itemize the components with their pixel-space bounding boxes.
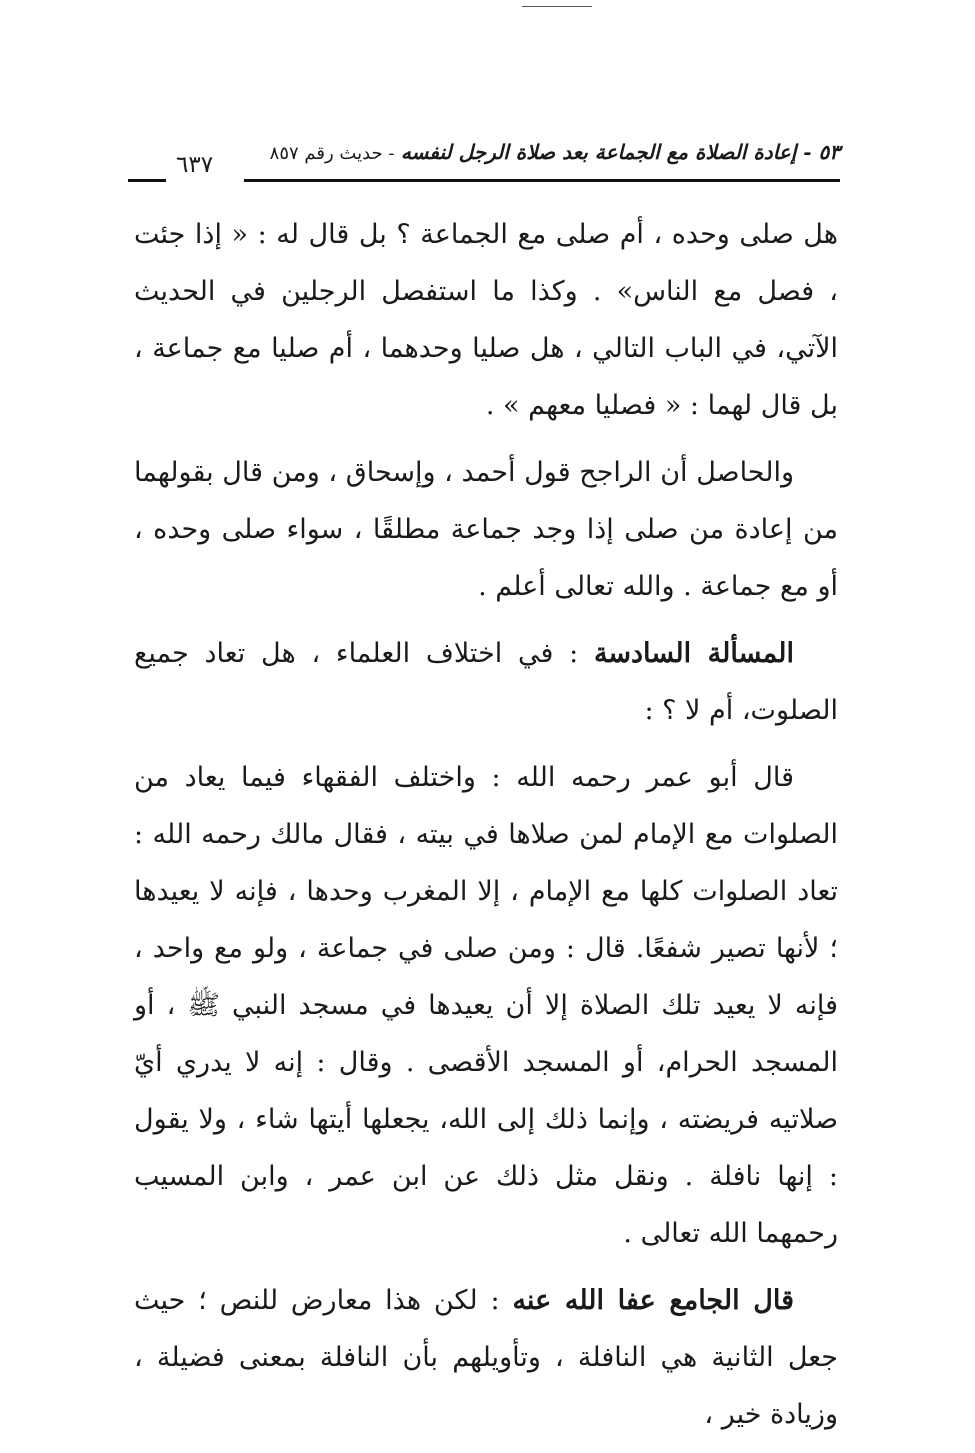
top-rule xyxy=(522,6,592,7)
paragraph-5 xyxy=(134,1272,838,1443)
page-number: ٦٣٧ xyxy=(176,152,214,178)
paragraph-3 xyxy=(134,625,838,739)
header-rule xyxy=(244,179,840,182)
chapter-title-hadith: - حديث رقم ٨٥٧ xyxy=(269,143,395,164)
chapter-title xyxy=(270,140,840,164)
paragraph-text: هل صلى وحده ، أم صلى مع الجماعة ؟ بل قال له : « إذا جئت ، فصل مع الناس» . وكذا ما استفصل الرجلين في الحديث الآتي، في الباب التالي ، هل صليا وحدهما ، أم صليا مع جماعة ، بل قال لهما : « فصليا معهم » . xyxy=(134,219,838,421)
paragraph-4 xyxy=(134,749,838,1262)
running-header xyxy=(128,138,840,184)
compiler-note-lead: قال الجامع عفا الله عنه xyxy=(512,1285,795,1316)
paragraph-2 xyxy=(134,444,838,615)
paragraph-text: : في اختلاف العلماء ، هل تعاد جميع الصلوت، أم لا ؟ : xyxy=(134,638,838,726)
paragraph-text: والحاصل أن الراجح قول أحمد ، وإسحاق ، ومن قال بقولهما من إعادة من صلى إذا وجد جماعة مطلقًا ، سواء صلى وحده ، أو مع جماعة . والله تعالى أعلم . xyxy=(134,457,838,602)
chapter-title-main: ٥٣ - إعادة الصلاة مع الجماعة بعد صلاة الرجل لنفسه xyxy=(400,140,840,164)
paragraph-text: : لكن هذا معارض للنص ؛ حيث جعل الثانية هي النافلة ، وتأويلهم بأن النافلة بمعنى فضيلة ، وزيادة خير ، xyxy=(134,1285,838,1430)
page-body xyxy=(134,206,838,1453)
paragraph-1 xyxy=(134,206,838,434)
paragraph-text: قال أبو عمر رحمه الله : واختلف الفقهاء فيما يعاد من الصلوات مع الإمام لمن صلاها في بيته ، فقال مالك رحمه الله : تعاد الصلوات كلها مع الإمام ، إلا المغرب وحدها ، فإنه لا يعيدها ؛ لأنها تصير شفعًا. قال : ومن صلى في جماعة ، ولو مع واحد ، فإنه لا يعيد تلك الصلاة إلا أن يعيدها في مسجد النبي ﷺ ، أو المسجد الحرام، أو المسجد الأقصى . وقال : إنه لا يدري أيّ صلاتيه فريضته ، وإنما ذلك إلى الله، يجعلها أيتها شاء ، ولا يقول : إنها نافلة . ونقل مثل ذلك عن ابن عمر ، وابن المسيب رحمهما الله تعالى . xyxy=(134,762,838,1249)
section-heading: المسألة السادسة xyxy=(593,638,794,669)
header-rule-short xyxy=(128,179,166,182)
